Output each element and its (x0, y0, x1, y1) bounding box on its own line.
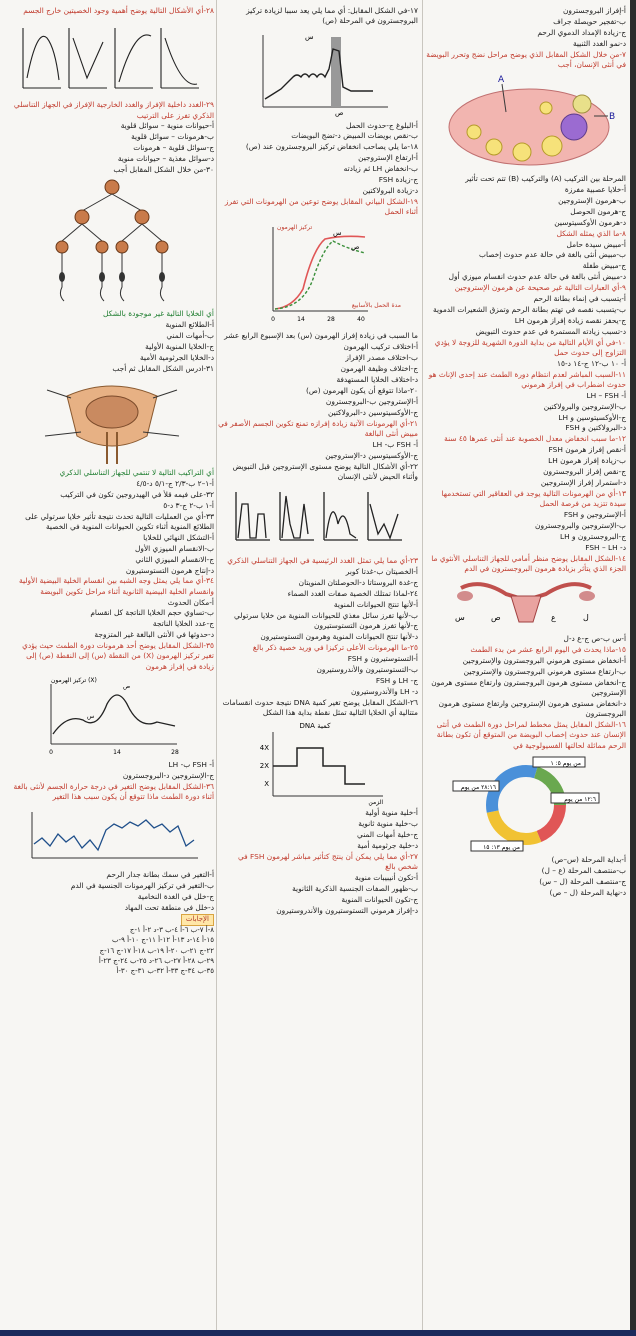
choice: ج-البروجسترون و LH (559, 531, 626, 541)
dna-chart (233, 720, 403, 806)
choice: ج-سوائل قلوية – هرمونات (133, 143, 214, 153)
answers-row: ٢٢-ج ٢١-ب ٢٠-أ ١٩-ب ١٨-أ ١٧-ج ١٦-ج (99, 946, 214, 955)
cycle-label: من يوم ٥: ١ (550, 759, 581, 767)
testis-temperature-graphs (17, 18, 207, 98)
label-l: ل (583, 613, 589, 623)
svg-text:14: 14 (297, 316, 305, 324)
choice: ج-اختلاف وظيفة الهرمون (340, 364, 418, 374)
question-28: ٢٨-أي الأشكال التالية يوضح أهمية وجود الخصيتين خارج الجسم (23, 6, 214, 15)
choice: ج-زيادة FSH (378, 175, 418, 185)
choice: أ-بداية المرحلة (س–ص) (551, 854, 626, 864)
svg-text:ص: ص (335, 108, 344, 117)
question-18: ١٨-ما يلي يصاحب انخفاض تركيز البروجسترون عند (ص) (245, 142, 418, 152)
svg-text:28: 28 (327, 316, 335, 324)
choice: ب-هرمون الإستروجين (558, 195, 626, 205)
left-column (10, 6, 214, 977)
choice: د-انخفاض مستوى هرمون الإستروجين وارتفاع مستوى هرمون البروجسترون (438, 698, 626, 719)
choice: ج-غدة البروستاتا د-الحوصلتان المنويتان (298, 577, 418, 587)
question-21: ٢١-أي الهرمونات الآتية زيادة إفرازه تمنع تكوين الجسم الأصفر في مبيض أنثى البالغة (218, 418, 418, 438)
choice: أ-مبيض سيدة حامل (566, 239, 626, 249)
choice: د-البرولاكتين و FSH (565, 423, 626, 433)
question-16: ١٦-الشكل المقابل يمثل مخطط لمراحل دورة الطمث في أنثى الإنسان عند حدوث إخصاب البويضة من المتوقع أن تكون بطانة الرحم مماثلة لحالتها الفسيولوجية في (436, 720, 626, 750)
choice: د-خلية جرثومية أمية (357, 840, 418, 850)
choice: ج-هرمون الحوصل (570, 206, 626, 216)
choice: ج-خلل في الغدة النخامية (137, 892, 214, 902)
choice: أ-الخصيتان ب-غدتا كوبر (345, 567, 418, 576)
question-29: ٢٩-الغدد داخلية الإفراز والغدد الخارجية الإفراز في الجهاز التناسلي الذكري تفرز على الترتيب (13, 100, 214, 120)
q6-choice: أ-إفراز البروجسترون (562, 6, 626, 15)
cycle-label: ١٢:٦ من يوم (564, 795, 596, 803)
choice: ج-خلية أمهات المني (357, 830, 418, 840)
choice: أ-الإستروجين و FSH (563, 509, 626, 519)
body-temperature-chart (22, 804, 202, 868)
series-s: س (333, 229, 342, 238)
question-10: ١٠-في أي الأيام التالية من بداية الدورة الشهرية للزوجة لا يؤدي التزاوج إلى حدوث حمل (434, 337, 626, 357)
answers-row: ٢٩-ب ٢٨-أ ٢٧-ب ٢٦-د ٢٥-ب ٢٤-ج ٢٣-أ (98, 956, 214, 965)
choice: ج-الأوكسيتوسين د-الإستروجين (325, 450, 418, 460)
choice: د- FSH – LH (585, 542, 626, 552)
question-25: ٢٥-ما الهرمونات الأعلى تركيزا في ورید خصية ذكر بالغ (252, 643, 418, 653)
column-divider (422, 0, 423, 1336)
svg-text:28: 28 (171, 749, 179, 757)
choice: أ-خلية منوية أولية (365, 808, 418, 818)
choice: ب-منتصف المرحلة (ع – ل) (541, 865, 626, 875)
choice: ج- LH و FSH (375, 675, 418, 685)
choice: ب-هرمونات – سوائل قلوية (131, 132, 214, 142)
page-edge (630, 0, 636, 1336)
q7-stem: المرحلة بين التركيب (A) والتركيب (B) تتم تحت تأثير (465, 174, 626, 184)
choice: أ- ١٠ ب-١٢ ج-١٤ د-١٥ (557, 358, 626, 368)
answers-row: ١٥-أ ١٤-د ١٣-أ ١٢-أ ١١-ج ١٠-أ ٩-ب (111, 936, 214, 945)
hormone-x-chart (27, 674, 197, 758)
middle-column (218, 6, 418, 917)
question-36: ٣٦-الشكل المقابل يوضح التغير في درجة حرارة الجسم لأنثى بالغة أثناء دورة الطمث ماذا تتوقع أن يكون سبب هذا التغير (13, 781, 214, 802)
bottom-strip (0, 1330, 636, 1336)
choice: ب-الانقسام الميوزي الأول (135, 543, 214, 553)
svg-text:4X: 4X (259, 744, 269, 753)
choice: د-حدوثها في الأنثى البالغة غير المتزوجة (94, 630, 214, 640)
choice: ب-زيادة إفراز هرمون LH (548, 456, 626, 466)
choice: أ- LH – FSH (586, 390, 626, 400)
choice: أ- FSH ب- LH (168, 760, 214, 770)
choice: أ-تكون أنيبيبات منوية (354, 873, 418, 883)
choice: أ- FSH ب- LH (372, 439, 418, 449)
answers-row: ٣٥-ب ٣٤-ج ٣٣-أ ٣٢-ب ٣١-ج ٣٠-أ (116, 966, 214, 975)
label-a: A (497, 75, 504, 86)
choice: ج-عدد الخلايا الناتجة (152, 619, 214, 629)
svg-text:2X: 2X (259, 762, 269, 771)
choice: ب-أمهات المني (166, 331, 214, 341)
choice: د-اختلاف الخلايا المستهدفة (336, 374, 418, 384)
question-8: ٨-ما الذي يمثله الشكل (556, 228, 626, 238)
cycle-label: من يوم ١٣: ١٥ (483, 843, 520, 851)
uterus-diagram (451, 576, 601, 632)
svg-text:40: 40 (357, 316, 365, 324)
svg-text:س: س (87, 713, 95, 721)
choice: أ-ارتفاع الإستروجين (358, 153, 418, 163)
question-32: ٣٢-على فيمه قلأ في الهيدروجين تكون في التركيب (60, 489, 214, 499)
choice: أ-البلوغ ج-حدوث الحمل (346, 120, 418, 130)
choice: ب-اختلاف مصدر الإفراز (345, 353, 418, 363)
choice: أ-التغير في سمك بطانة جدار الرحم (106, 870, 214, 880)
question-31: ٣١-ادرس الشكل المقابل ثم أجب (112, 363, 214, 373)
choice: أ-س ب-ص ج-ع د-ل (563, 634, 626, 644)
answers-title: الإجابات (181, 914, 214, 926)
question-30: ٣٠-من خلال الشكل المقابل أجب (113, 165, 214, 175)
choice: ج-الانقسام الميوزي الثاني (135, 554, 214, 564)
choice: ج-الأوكسيتوسين د-البرولاكتين (327, 407, 418, 417)
svg-text:ص: ص (123, 683, 131, 691)
question-13: ١٣-أي من الهرمونات التالية يوجد في العقاقير التي تستخدمها سيدة تتزيد من فرصة الحمل (441, 488, 626, 509)
choice: ب-التستوستيرون والأندروستيرون (316, 665, 418, 675)
choice: د- LH والأندروستيرون (351, 686, 418, 696)
male-reproductive-diagram (37, 376, 187, 466)
choice: أ-الطلائع المنوية (165, 320, 214, 330)
label-a: ع (551, 613, 556, 623)
x-chart-y-label: تركيز الهرمون (X) (51, 677, 97, 685)
choice: ب-ارتفاع مستوى هرموني البروجسترون والإستروجين (463, 666, 626, 676)
choice: د-خلل في منطقة تحت المهاد (124, 903, 214, 913)
question-33: ٣٣-أي من العمليات التالية تحدث نتيجة تأثير خلايا سرتولي على الطلائع المنوية أثناء تكوين الحيوانات المنوية في الخصية (25, 511, 214, 531)
choice: ج-يحفز نقصه زيادة إفراز هرمون LH (514, 315, 626, 325)
svg-text:س: س (305, 32, 314, 41)
label-s: س (455, 613, 465, 623)
choice: ب-تساوي حجم الخلايا الناتجة كل انقسام (90, 608, 214, 618)
choice: ب-خلية منوية ثانوية (358, 819, 418, 829)
question-20: ٢٠-ماذا تتوقع أن يكون الهرمون (ص) (305, 385, 418, 395)
ovary-diagram (434, 72, 619, 172)
choice: أ-١–٢ ب-٢/٣ ج-٥/١ د-٤/٥ (136, 478, 214, 488)
estrogen-options-chart (228, 484, 408, 554)
question-27: ٢٧-أي مما يلي يمكن أن ينتج كتأثير مباشر لهرمون FSH في شخص بالغ (238, 851, 418, 872)
choice: أ-التشكل النهائي للخلايا (143, 532, 214, 542)
chart-x-label: مدة الحمل بالأسابيع (351, 302, 401, 310)
question-35: ٣٥-الشكل المقابل يوضح أحد هرمونات دورة الطمث حيث يؤدي تغير تركيز الهرمون (X) من النقطة (س) إلى النقطة (ص) إلى زيادة في إفراز هرمون (22, 641, 214, 671)
choice: ج-انخفاض مستوى هرمون البروجسترون وارتفاع مستوى هرمون الإستروجين (431, 677, 626, 697)
answers-section (10, 914, 214, 977)
choice: أ-نقص إفراز هرمون FSH (548, 445, 626, 455)
choice: أ-لأنها تنتج الحيوانات المنوية (333, 599, 418, 609)
question-17: ١٧-في الشكل المقابل: أي مما يلي يعد سببا لزيادة تركيز البروجسترون في المرحلة (ص) (246, 6, 418, 26)
choice: د-تسبب زيادته المستمرة في عدم حدوث التبويض (475, 326, 626, 336)
choice: أ-مكان الحدوث (167, 597, 214, 607)
svg-text:0: 0 (271, 316, 275, 324)
answers-row: ٨-أ ٧-ب ٦-أ ٤-ب ٣-د ٢-أ ١-ج (129, 926, 214, 935)
question-24: ٢٤-لماذا تمتلك الخصية صفات الغدد الصماء (287, 588, 418, 598)
choice: أ-التستوستيرون و FSH (347, 654, 418, 664)
choice: ج-تكون الحيوانات المنوية (341, 894, 418, 904)
choice: د-مبيض أنثى بالغة في حالة عدم حدوث انقسام ميوزي أول (448, 272, 626, 282)
question-14: ١٤-الشكل المقابل يوضح منظر أمامي للجهاز التناسلي الأنثوي ما الجزء الذي يتأثر بزيادة هرمون البروجسترون في الدم (431, 553, 626, 573)
cycle-label: ٢٨:١٦ من يوم (460, 783, 496, 791)
choice: ج-الخلايا المنوية الأولية (145, 342, 214, 352)
right-column (426, 6, 626, 899)
question-22: ٢٢-أي الأشكال التالية يوضح مستوى الإستروجين قبل التبويض وأثناء الحيض لأنثى الإنسان (232, 461, 418, 481)
choice: د-زيادة البرولاكتين (362, 185, 418, 195)
choice: ب-لأنها تفرز سائل مغذي للحيوانات المنوية من خلايا سرتولي (234, 610, 418, 620)
choice: أ-الإستروجين ب-البروجسترون (325, 396, 418, 406)
choice: د-هرمون الأوكسيتوسين (554, 217, 626, 227)
choice: د-إفراز هرموني التستوستيرون والأندروستيرون (276, 905, 418, 915)
choice: أ-خلايا عصبية مفرزة (564, 185, 626, 195)
choice: أ-١ ب-٢ ج-٣ د-٥ (163, 500, 214, 510)
choice: ج-نقص إفراز البروجسترون (543, 467, 626, 477)
choice: د-سوائل مغذية – حيوانات منوية (117, 154, 214, 164)
choice: أ-اختلاف تركيب الهرمون (343, 342, 418, 352)
q6-choice: د-نمو الغدد الثنيية (572, 38, 626, 48)
menstrual-cycle-diagram (451, 753, 601, 853)
choice: ج-مبيض طفلة (582, 261, 626, 271)
dna-x-label: الزمن (368, 799, 383, 807)
choice: ب-الإستروجين والبرولاكتين (543, 401, 626, 411)
choice: ب-ظهور الصفات الجنسية الذكرية الثانوية (292, 883, 418, 893)
question-12: ١٢-ما سبب انخفاض معدل الخصوبة عند أنثى عمرها ٤٥ سنة (444, 434, 626, 444)
question-19-stem: ما السبب في زيادة إفراز الهرمون (س) بعد الإسبوع الرابع عشر (224, 331, 418, 341)
choice: ب-انخفاض LH ثم زيادته (343, 164, 418, 174)
question-23: ٢٣-أي مما يلي تمثل الغدد الرئيسية في الجهاز التناسلي الذكري (227, 556, 418, 566)
choice: د-استمرار إفراز الإستروجين (540, 477, 626, 487)
question-30-stem: أي الخلايا التالية غير موجودة بالشكل (103, 309, 214, 319)
choice: أ-حيوانات منوية – سوائل قلوية (120, 121, 214, 131)
label-p: ص (491, 613, 501, 623)
chart-y-label: تركيز الهرمون (277, 224, 313, 232)
svg-text:0: 0 (49, 749, 53, 757)
svg-text:14: 14 (113, 749, 121, 757)
spermatogenesis-diagram (22, 177, 202, 307)
choice: أ-يتسبب في إنماء بطانة الرحم (533, 293, 626, 303)
question-26: ٢٦-الشكل المقابل يوضح تغير كمية DNA نتيجة حدوث انقسامات متتالية أي الخلايا التالية تمثل نقطة بداية هذا الشكل (222, 697, 418, 717)
choice: ب-نقص بويضات المبيض د-تضج البويضات (291, 131, 418, 141)
question-11: ١١-السبب المباشر لعدم انتظام دورة الطمث عند إحدى الإناث هو حدوث اضطراب في إفراز هرموني (428, 369, 626, 389)
choice: د-لأنها تنتج الحيوانات المنوية وهرمون التستوستيرون (260, 632, 418, 642)
column-divider (216, 0, 217, 1336)
choice: ج-الأوكسيتوسين و LH (558, 412, 626, 422)
progesterone-chart (243, 29, 393, 119)
choice: ج-منتصف المرحلة (ل – س) (539, 876, 626, 886)
choice: ج-الإستروجين د-البروجسترون (122, 770, 214, 780)
choice: ب-مبيض أنثى بالغة في حالة عدم حدوث إخصاب (479, 250, 626, 260)
pregnancy-hormone-chart (233, 219, 403, 329)
dna-y-label: DNA كمية (299, 722, 331, 731)
choice: د-الخلايا الجرثومية الأمية (139, 352, 214, 362)
question-34: ٣٤-أي مما يلي يمثل وجه الشبه بين انقسام الخلية البيضية الأولية وانقسام الخلية البيضية الثانوية أثناء مراحل تكوين البويضة (19, 576, 214, 596)
choice: د-إنتاج هرمون التستوستيرون (125, 565, 214, 575)
question-19: ١٩-الشكل البياني المقابل يوضح توعين من الهرمونات التي تفرز أثناء الحمل (224, 196, 418, 217)
q6-choice: ج-زيادة الإمداد الدموي الرحم (537, 27, 626, 37)
label-b: B (608, 112, 615, 123)
svg-text:X: X (264, 780, 269, 789)
question-9: ٩-أي العبارات التالية غير صحيحة عن هرمون الإستروجين (454, 283, 626, 293)
choice: ب-الإستروجين والبروجسترون (535, 520, 626, 530)
choice: ب-يتسبب نقصه في تهتم بطانة الرحم وتمزق الشعيرات الدموية (433, 304, 626, 314)
choice: ج-لأنها تفرز هرمون التستوستيرون (314, 621, 418, 631)
choice: أ-انخفاض مستوى هرموني البروجسترون والإستروجين (462, 655, 626, 665)
choice: د-نهاية المرحلة (ل – ص) (549, 887, 626, 897)
q6-choice: ب-تفجير حويصلة جراف (553, 16, 626, 26)
series-p: ص (351, 243, 360, 252)
question-7: ٧-من خلال الشكل المقابل الذي يوضح مراحل نضج وتحرر البويضة في أنثى الإنسان، أجب (426, 49, 626, 69)
question-15: ١٥-ماذا يحدث في اليوم الرابع عشر من بدء الطمث (470, 645, 626, 655)
question-31-stem: أي التراكيب التالية لا تنتمي للجهاز التناسلي الذكري (59, 468, 214, 478)
choice: ب-التغير في تركيز الهرمونات الجنسية في الدم (70, 881, 214, 891)
